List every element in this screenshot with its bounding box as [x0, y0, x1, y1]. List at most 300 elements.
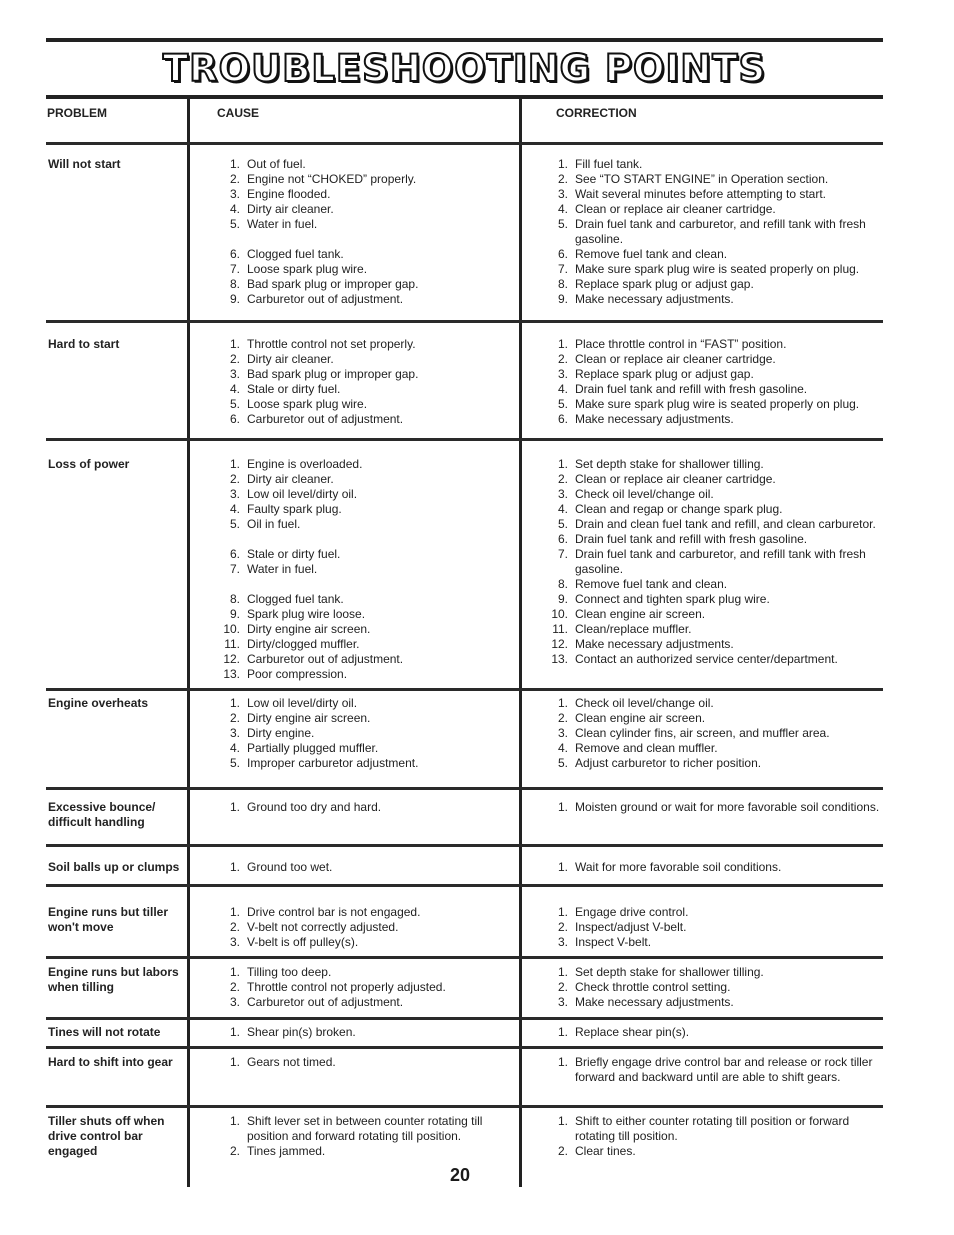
correction-item — [538, 262, 883, 277]
cause-number: 11. — [224, 637, 240, 651]
cause-number: 5. — [229, 756, 240, 770]
cause-number: 3. — [229, 995, 240, 1009]
correction-number: 1. — [557, 800, 568, 814]
cause-item — [210, 157, 515, 172]
correction-text: Inspect V-belt. — [575, 935, 652, 949]
problem-label: Engine runs but tiller won't move — [48, 905, 169, 934]
cause-item — [210, 547, 515, 562]
cause-text: Throttle control not properly adjusted. — [247, 980, 446, 994]
problem-label: Tiller shuts off when drive control bar engaged — [48, 1114, 165, 1158]
cause-text: Shear pin(s) broken. — [247, 1025, 356, 1039]
cause-text: Carburetor out of adjustment. — [247, 292, 404, 306]
cause-text: Engine not “CHOKED” properly. — [247, 172, 417, 186]
correction-item — [538, 980, 883, 995]
cause-item — [210, 262, 515, 277]
cause-number: 8. — [229, 592, 240, 606]
correction-list — [538, 905, 883, 950]
correction-item — [538, 472, 883, 487]
correction-number: 2. — [557, 1144, 568, 1158]
correction-text: Clean or replace air cleaner cartridge. — [575, 202, 776, 216]
correction-number: 1. — [557, 337, 568, 351]
cause-text: Spark plug wire loose. — [247, 607, 366, 621]
cause-text: Clogged fuel tank. — [247, 592, 344, 606]
cause-text: Clogged fuel tank. — [247, 247, 344, 261]
correction-item — [538, 800, 883, 815]
cause-item — [210, 995, 515, 1010]
correction-number: 1. — [557, 157, 568, 171]
correction-number: 1. — [557, 905, 568, 919]
correction-text: Remove fuel tank and clean. — [575, 577, 728, 591]
cause-item — [210, 502, 515, 517]
cause-number: 9. — [229, 607, 240, 621]
correction-list — [538, 1025, 883, 1040]
correction-item — [538, 726, 883, 741]
correction-item — [538, 172, 883, 187]
correction-text: Drain fuel tank and carburetor, and refill tank with fresh gasoline. — [575, 217, 866, 246]
cause-item — [210, 965, 515, 980]
cause-text: Ground too wet. — [247, 860, 333, 874]
cause-item — [210, 1144, 515, 1159]
cause-number: 3. — [229, 935, 240, 949]
row-separator — [46, 688, 883, 691]
correction-item — [538, 457, 883, 472]
correction-number: 3. — [557, 487, 568, 501]
correction-number: 3. — [557, 726, 568, 740]
correction-number: 8. — [557, 577, 568, 591]
cause-number: 1. — [229, 337, 240, 351]
correction-number: 11. — [552, 622, 568, 636]
correction-number: 2. — [557, 920, 568, 934]
cause-number: 3. — [229, 487, 240, 501]
correction-number: 3. — [557, 995, 568, 1009]
correction-text: Make necessary adjustments. — [575, 292, 734, 306]
problem-label: Tines will not rotate — [48, 1025, 161, 1039]
header-bottom-rule — [46, 142, 883, 145]
row-separator — [46, 884, 883, 887]
column-divider-problem-cause — [187, 97, 190, 1187]
cause-text: Gears not timed. — [247, 1055, 336, 1069]
correction-item — [538, 1025, 883, 1040]
cause-number: 2. — [229, 472, 240, 486]
correction-number: 5. — [557, 217, 568, 231]
correction-item — [538, 637, 883, 652]
cause-text: Oil in fuel. — [247, 517, 301, 531]
cause-item — [210, 412, 515, 427]
correction-item — [538, 487, 883, 502]
correction-text: See “TO START ENGINE” in Operation section. — [575, 172, 829, 186]
correction-text: Shift to either counter rotating till position or forward rotating till position. — [575, 1114, 850, 1143]
correction-number: 7. — [557, 262, 568, 276]
correction-item — [538, 756, 883, 771]
cause-item — [210, 187, 515, 202]
correction-text: Adjust carburetor to richer position. — [575, 756, 762, 770]
correction-item — [538, 532, 883, 547]
cause-number: 4. — [229, 741, 240, 755]
cause-item — [210, 935, 515, 950]
cause-number: 1. — [229, 965, 240, 979]
cause-text: Loose spark plug wire. — [247, 262, 368, 276]
problem-label: Soil balls up or clumps — [48, 860, 180, 874]
correction-item — [538, 577, 883, 592]
cause-number: 2. — [229, 352, 240, 366]
correction-item — [538, 517, 883, 532]
cause-number: 5. — [229, 517, 240, 531]
correction-number: 1. — [557, 965, 568, 979]
cause-text: V-belt is off pulley(s). — [247, 935, 359, 949]
correction-text: Briefly engage drive control bar and release or rock tiller forward and backward until are able to shift gears. — [575, 1055, 873, 1084]
correction-text: Wait for more favorable soil conditions. — [575, 860, 782, 874]
correction-text: Connect and tighten spark plug wire. — [575, 592, 770, 606]
correction-number: 9. — [557, 292, 568, 306]
correction-text: Replace spark plug or adjust gap. — [575, 367, 754, 381]
correction-number: 1. — [557, 696, 568, 710]
cause-item — [210, 172, 515, 187]
correction-number: 4. — [557, 382, 568, 396]
correction-text: Clean or replace air cleaner cartridge. — [575, 352, 776, 366]
correction-number: 1. — [557, 457, 568, 471]
correction-item — [538, 547, 883, 577]
cause-text: Improper carburetor adjustment. — [247, 756, 419, 770]
correction-item — [538, 860, 883, 875]
cause-item — [210, 592, 515, 607]
cause-number: 2. — [229, 1144, 240, 1158]
correction-number: 2. — [557, 980, 568, 994]
row-separator — [46, 1017, 883, 1020]
cause-item — [210, 217, 515, 232]
correction-text: Check oil level/change oil. — [575, 487, 714, 501]
correction-text: Remove fuel tank and clean. — [575, 247, 728, 261]
problem-label: Loss of power — [48, 457, 130, 471]
cause-text: Bad spark plug or improper gap. — [247, 367, 419, 381]
header-cause: CAUSE — [217, 106, 260, 120]
cause-number: 1. — [229, 457, 240, 471]
cause-number: 3. — [229, 187, 240, 201]
cause-number: 7. — [229, 562, 240, 576]
correction-item — [538, 711, 883, 726]
cause-text: Drive control bar is not engaged. — [247, 905, 421, 919]
correction-item — [538, 187, 883, 202]
cause-number: 1. — [229, 1025, 240, 1039]
correction-text: Clean/replace muffler. — [575, 622, 692, 636]
correction-list — [538, 457, 883, 667]
row-separator — [46, 320, 883, 323]
correction-list — [538, 337, 883, 427]
row-separator — [46, 956, 883, 959]
correction-item — [538, 905, 883, 920]
correction-text: Check throttle control setting. — [575, 980, 731, 994]
cause-text: Dirty engine. — [247, 726, 315, 740]
problem-label: Excessive bounce/ difficult handling — [48, 800, 156, 829]
correction-item — [538, 935, 883, 950]
problem-label: Hard to start — [48, 337, 120, 351]
header-correction: CORRECTION — [556, 106, 637, 120]
correction-item — [538, 247, 883, 262]
cause-list — [210, 337, 515, 427]
cause-item — [210, 860, 515, 875]
correction-item — [538, 367, 883, 382]
cause-text: Engine flooded. — [247, 187, 331, 201]
cause-item — [210, 696, 515, 711]
cause-number: 5. — [229, 217, 240, 231]
correction-number: 1. — [557, 1055, 568, 1069]
correction-item — [538, 696, 883, 711]
correction-text: Wait several minutes before attempting to start. — [575, 187, 826, 201]
cause-number: 1. — [229, 800, 240, 814]
cause-number: 1. — [229, 696, 240, 710]
correction-number: 5. — [557, 517, 568, 531]
cause-text: Partially plugged muffler. — [247, 741, 379, 755]
correction-item — [538, 217, 883, 247]
header-rule — [46, 95, 883, 99]
row-separator — [46, 787, 883, 790]
correction-number: 3. — [557, 367, 568, 381]
cause-text: Faulty spark plug. — [247, 502, 342, 516]
correction-text: Clean or replace air cleaner cartridge. — [575, 472, 776, 486]
cause-item — [210, 367, 515, 382]
correction-number: 4. — [557, 502, 568, 516]
cause-number: 2. — [229, 920, 240, 934]
correction-number: 1. — [557, 860, 568, 874]
cause-item — [210, 397, 515, 412]
cause-number: 5. — [229, 397, 240, 411]
cause-number: 1. — [229, 1055, 240, 1069]
cause-item — [210, 637, 515, 652]
correction-text: Drain fuel tank and refill with fresh gasoline. — [575, 382, 808, 396]
correction-text: Clean cylinder fins, air screen, and muffler area. — [575, 726, 830, 740]
cause-text: Low oil level/dirty oil. — [247, 487, 358, 501]
row-separator — [46, 844, 883, 847]
cause-number: 6. — [229, 547, 240, 561]
correction-text: Drain fuel tank and carburetor, and refill tank with fresh gasoline. — [575, 547, 866, 576]
cause-number: 12. — [223, 652, 240, 666]
problem-label: Will not start — [48, 157, 121, 171]
cause-item — [210, 472, 515, 487]
cause-number: 9. — [229, 292, 240, 306]
cause-item — [210, 382, 515, 397]
cause-number: 8. — [229, 277, 240, 291]
cause-item — [210, 920, 515, 935]
cause-number: 2. — [229, 711, 240, 725]
correction-list — [538, 965, 883, 1010]
correction-text: Replace spark plug or adjust gap. — [575, 277, 754, 291]
cause-number: 2. — [229, 172, 240, 186]
correction-number: 13. — [551, 652, 568, 666]
page-number: 20 — [450, 1165, 471, 1185]
spacer — [210, 577, 515, 592]
correction-text: Drain and clean fuel tank and refill, and clean carburetor. — [575, 517, 876, 531]
correction-text: Drain fuel tank and refill with fresh gasoline. — [575, 532, 808, 546]
spacer — [210, 532, 515, 547]
cause-item — [210, 1055, 515, 1070]
correction-number: 2. — [557, 352, 568, 366]
correction-text: Place throttle control in “FAST” position. — [575, 337, 787, 351]
correction-text: Make necessary adjustments. — [575, 637, 734, 651]
cause-number: 7. — [229, 262, 240, 276]
correction-text: Make necessary adjustments. — [575, 995, 734, 1009]
header-problem: PROBLEM — [47, 106, 107, 120]
correction-number: 4. — [557, 202, 568, 216]
cause-text: Stale or dirty fuel. — [247, 547, 341, 561]
correction-number: 2. — [557, 711, 568, 725]
correction-number: 3. — [557, 187, 568, 201]
correction-number: 5. — [557, 397, 568, 411]
cause-item — [210, 562, 515, 577]
cause-text: Water in fuel. — [247, 217, 318, 231]
cause-number: 4. — [229, 202, 240, 216]
correction-text: Clear tines. — [575, 1144, 636, 1158]
correction-item — [538, 412, 883, 427]
correction-item — [538, 622, 883, 637]
correction-number: 6. — [557, 412, 568, 426]
correction-text: Make sure spark plug wire is seated properly on plug. — [575, 397, 860, 411]
cause-list — [210, 1055, 515, 1070]
cause-text: Dirty air cleaner. — [247, 202, 334, 216]
cause-item — [210, 1114, 515, 1144]
correction-number: 7. — [557, 547, 568, 561]
cause-number: 3. — [229, 726, 240, 740]
problem-label: Engine overheats — [48, 696, 149, 710]
problem-label: Hard to shift into gear — [48, 1055, 173, 1069]
correction-number: 5. — [557, 756, 568, 770]
cause-text: Low oil level/dirty oil. — [247, 696, 358, 710]
correction-item — [538, 920, 883, 935]
cause-number: 3. — [229, 367, 240, 381]
cause-item — [210, 457, 515, 472]
correction-item — [538, 157, 883, 172]
cause-item — [210, 652, 515, 667]
correction-text: Check oil level/change oil. — [575, 696, 714, 710]
cause-text: Dirty air cleaner. — [247, 352, 334, 366]
cause-list — [210, 157, 515, 307]
correction-number: 9. — [557, 592, 568, 606]
cause-text: Loose spark plug wire. — [247, 397, 368, 411]
cause-text: Carburetor out of adjustment. — [247, 652, 404, 666]
correction-item — [538, 292, 883, 307]
cause-item — [210, 711, 515, 726]
correction-item — [538, 1144, 883, 1159]
cause-item — [210, 202, 515, 217]
cause-number: 13. — [223, 667, 240, 681]
correction-text: Clean engine air screen. — [575, 607, 706, 621]
cause-item — [210, 337, 515, 352]
cause-text: Dirty engine air screen. — [247, 622, 371, 636]
correction-number: 3. — [557, 935, 568, 949]
correction-text: Clean and regap or change spark plug. — [575, 502, 783, 516]
correction-item — [538, 592, 883, 607]
correction-item — [538, 741, 883, 756]
cause-text: Out of fuel. — [247, 157, 306, 171]
cause-text: Tines jammed. — [247, 1144, 326, 1158]
correction-number: 12. — [551, 637, 568, 651]
correction-number: 8. — [557, 277, 568, 291]
cause-number: 1. — [229, 1114, 240, 1128]
correction-item — [538, 202, 883, 217]
cause-text: Engine is overloaded. — [247, 457, 363, 471]
cause-text: Dirty/clogged muffler. — [247, 637, 360, 651]
row-separator — [46, 1046, 883, 1049]
cause-item — [210, 292, 515, 307]
correction-text: Make sure spark plug wire is seated properly on plug. — [575, 262, 860, 276]
correction-item — [538, 607, 883, 622]
cause-item — [210, 980, 515, 995]
cause-item — [210, 741, 515, 756]
cause-number: 1. — [229, 157, 240, 171]
cause-text: V-belt not correctly adjusted. — [247, 920, 399, 934]
cause-item — [210, 487, 515, 502]
correction-item — [538, 652, 883, 667]
correction-item — [538, 277, 883, 292]
correction-text: Set depth stake for shallower tilling. — [575, 965, 764, 979]
cause-list — [210, 905, 515, 950]
cause-item — [210, 756, 515, 771]
correction-list — [538, 1055, 883, 1085]
cause-text: Shift lever set in between counter rotating till position and forward rotating till position. — [247, 1114, 483, 1143]
correction-text: Contact an authorized service center/department. — [575, 652, 838, 666]
correction-text: Inspect/adjust V-belt. — [575, 920, 687, 934]
cause-item — [210, 607, 515, 622]
cause-text: Carburetor out of adjustment. — [247, 412, 404, 426]
correction-text: Moisten ground or wait for more favorable soil conditions. — [575, 800, 880, 814]
correction-item — [538, 337, 883, 352]
correction-item — [538, 382, 883, 397]
cause-item — [210, 800, 515, 815]
correction-number: 6. — [557, 532, 568, 546]
correction-item — [538, 352, 883, 367]
cause-item — [210, 905, 515, 920]
correction-item — [538, 965, 883, 980]
cause-text: Dirty engine air screen. — [247, 711, 371, 725]
correction-item — [538, 1055, 883, 1085]
correction-text: Fill fuel tank. — [575, 157, 643, 171]
cause-item — [210, 622, 515, 637]
cause-text: Dirty air cleaner. — [247, 472, 334, 486]
page-title: TROUBLESHOOTING POINTS — [162, 47, 767, 90]
cause-list — [210, 965, 515, 1010]
cause-text: Bad spark plug or improper gap. — [247, 277, 419, 291]
row-separator — [46, 1105, 883, 1108]
correction-number: 2. — [557, 472, 568, 486]
cause-number: 1. — [229, 860, 240, 874]
correction-number: 4. — [557, 741, 568, 755]
cause-list — [210, 800, 515, 815]
correction-number: 2. — [557, 172, 568, 186]
correction-item — [538, 502, 883, 517]
cause-text: Water in fuel. — [247, 562, 318, 576]
correction-text: Engage drive control. — [575, 905, 689, 919]
cause-item — [210, 726, 515, 741]
correction-list — [538, 696, 883, 771]
cause-list — [210, 457, 515, 682]
cause-text: Tilling too deep. — [247, 965, 332, 979]
correction-text: Remove and clean muffler. — [575, 741, 718, 755]
row-separator — [46, 438, 883, 441]
cause-text: Throttle control not set properly. — [247, 337, 416, 351]
correction-text: Make necessary adjustments. — [575, 412, 734, 426]
cause-list — [210, 860, 515, 875]
cause-item — [210, 277, 515, 292]
cause-text: Poor compression. — [247, 667, 348, 681]
cause-text: Carburetor out of adjustment. — [247, 995, 404, 1009]
cause-list — [210, 1114, 515, 1159]
correction-item — [538, 397, 883, 412]
cause-item — [210, 1025, 515, 1040]
correction-list — [538, 1114, 883, 1159]
cause-text: Stale or dirty fuel. — [247, 382, 341, 396]
cause-number: 6. — [229, 247, 240, 261]
cause-text: Ground too dry and hard. — [247, 800, 382, 814]
cause-item — [210, 352, 515, 367]
cause-number: 4. — [229, 382, 240, 396]
